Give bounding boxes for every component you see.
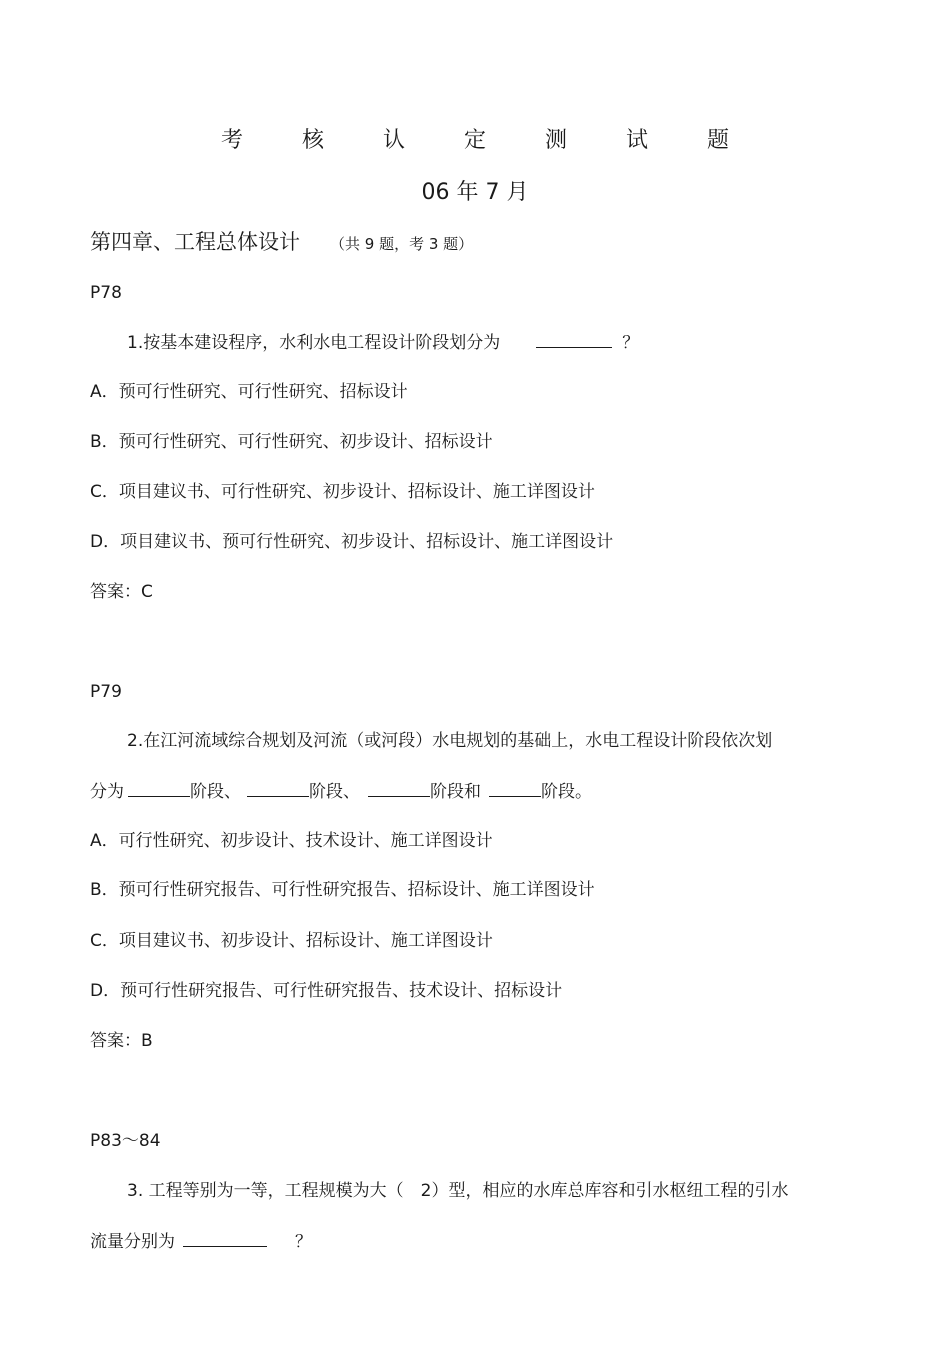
stem-fragment: 分为 — [90, 782, 124, 802]
answer-blank — [489, 780, 541, 797]
document-date: 06 年 7 月 — [421, 180, 529, 205]
option-b: B．预可行性研究报告、可行性研究报告、招标设计、施工详图设计 — [90, 880, 595, 900]
option-a: A．预可行性研究、可行性研究、招标设计 — [90, 382, 408, 402]
question-mark: ？ — [622, 333, 640, 353]
page-ref: P79 — [90, 682, 122, 702]
question-mark: ？ — [295, 1232, 312, 1252]
page-ref: P78 — [90, 283, 122, 303]
chapter-title: 第四章、工程总体设计 — [90, 230, 300, 254]
answer-line: 答案：C — [90, 582, 153, 602]
answer-blank — [128, 780, 190, 797]
question-stem-continued — [90, 780, 592, 803]
answer-blank — [536, 331, 612, 348]
answer-blank — [247, 780, 309, 797]
answer-blank — [368, 780, 430, 797]
question-stem — [127, 331, 639, 354]
option-a: A．可行性研究、初步设计、技术设计、施工详图设计 — [90, 831, 493, 851]
chapter-heading — [90, 231, 473, 255]
question-text: 3. 工程等别为一等，工程规模为大（ 2）型，相应的水库总库容和引水枢纽工程的引水 — [127, 1181, 789, 1201]
stem-fragment: 阶段。 — [541, 782, 592, 802]
question-text: 1.按基本建设程序，水利水电工程设计阶段划分为 — [127, 333, 501, 353]
document-title: 考 核 认 定 测 试 题 — [221, 128, 755, 153]
question-stem-continued — [90, 1230, 312, 1253]
option-d: D．预可行性研究报告、可行性研究报告、技术设计、招标设计 — [90, 981, 563, 1001]
stem-fragment: 阶段、 — [309, 782, 360, 802]
option-c: C．项目建议书、初步设计、招标设计、施工详图设计 — [90, 931, 493, 951]
option-d: D．项目建议书、预可行性研究、初步设计、招标设计、施工详图设计 — [90, 532, 614, 552]
option-c: C．项目建议书、可行性研究、初步设计、招标设计、施工详图设计 — [90, 482, 595, 502]
answer-blank — [183, 1230, 267, 1247]
stem-fragment: 流量分别为 — [90, 1232, 175, 1252]
chapter-note: （共 9 题，考 3 题） — [330, 235, 474, 253]
answer-line: 答案：B — [90, 1031, 153, 1051]
stem-fragment: 阶段、 — [190, 782, 241, 802]
option-b: B．预可行性研究、可行性研究、初步设计、招标设计 — [90, 432, 493, 452]
page-ref: P83～84 — [90, 1131, 161, 1151]
stem-fragment: 阶段和 — [430, 782, 481, 802]
question-text: 2.在江河流域综合规划及河流（或河段）水电规划的基础上，水电工程设计阶段依次划 — [127, 731, 773, 751]
